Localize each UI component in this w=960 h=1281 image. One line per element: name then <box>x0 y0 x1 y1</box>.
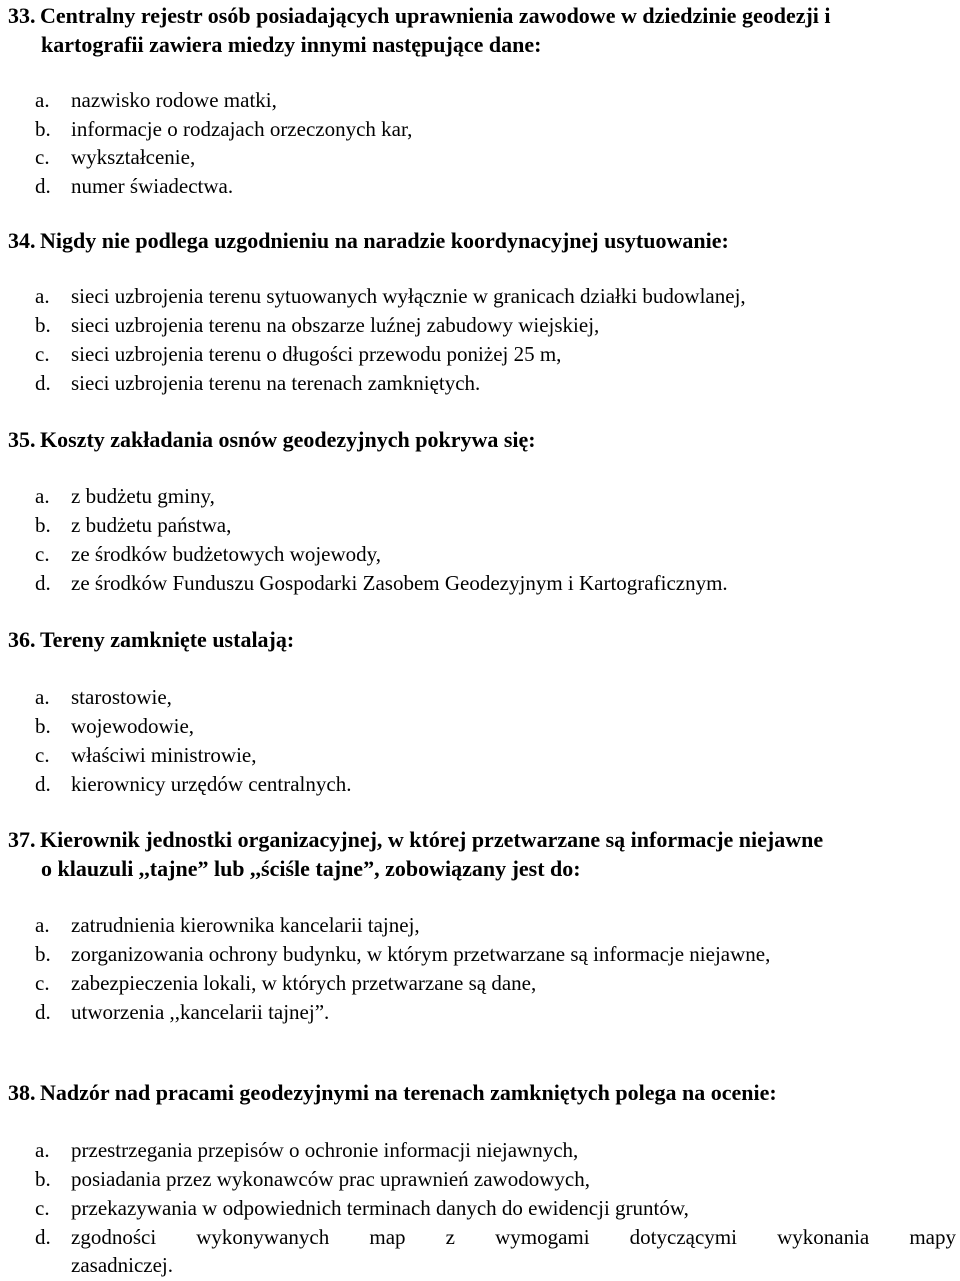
option-letter: a. <box>35 1138 50 1162</box>
option-text: sieci uzbrojenia terenu o długości przewodu poniżej 25 m, <box>71 342 562 366</box>
answer-option <box>35 340 956 368</box>
option-letter: b. <box>35 942 51 966</box>
option-text: starostowie, <box>71 685 172 709</box>
option-letter: d. <box>35 1225 51 1249</box>
option-text: zatrudnienia kierownika kancelarii tajnej, <box>71 913 420 937</box>
option-letter: a. <box>35 913 50 937</box>
option-text: z budżetu państwa, <box>71 513 232 537</box>
answer-option <box>35 712 956 740</box>
question-text-cont: o klauzuli ,,tajne” lub ,,ściśle tajne”, zobowiązany jest do: <box>41 856 581 881</box>
answer-option <box>35 569 956 597</box>
option-text: z budżetu gminy, <box>71 484 215 508</box>
question-number: 33. <box>8 3 36 28</box>
answer-option <box>35 1165 956 1193</box>
option-text: wykształcenie, <box>71 145 196 169</box>
option-letter: d. <box>35 174 51 198</box>
option-text: numer świadectwa. <box>71 174 234 198</box>
option-letter: c. <box>35 145 50 169</box>
answer-option <box>35 482 956 510</box>
answer-option <box>35 511 956 539</box>
answer-option <box>35 282 956 310</box>
question-text: Tereny zamknięte ustalają: <box>40 627 295 652</box>
answer-option <box>35 940 956 968</box>
question-text: Centralny rejestr osób posiadających uprawnienia zawodowe w dziedzinie geodezji i <box>40 3 831 28</box>
answer-option <box>35 998 956 1026</box>
answer-option <box>35 143 956 171</box>
option-text: sieci uzbrojenia terenu na terenach zamkniętych. <box>71 371 481 395</box>
option-letter: b. <box>35 714 51 738</box>
answer-option <box>35 770 956 798</box>
answer-option <box>35 540 956 568</box>
option-letter: b. <box>35 1167 51 1191</box>
option-letter: a. <box>35 284 50 308</box>
option-text: zgodności wykonywanych map z wymogami dotyczącymi wykonania mapy <box>71 1225 956 1249</box>
answer-option <box>35 86 956 114</box>
option-letter: c. <box>35 1196 50 1220</box>
option-letter: d. <box>35 1000 51 1024</box>
answer-option <box>35 1194 956 1222</box>
question-text: Kierownik jednostki organizacyjnej, w której przetwarzane są informacje niejawne <box>40 827 824 852</box>
answer-option <box>35 683 956 711</box>
question-text: Nigdy nie podlega uzgodnieniu na naradzie koordynacyjnej usytuowanie: <box>40 228 729 253</box>
option-text: przestrzegania przepisów o ochronie informacji niejawnych, <box>71 1138 579 1162</box>
question-number: 38. <box>8 1080 36 1105</box>
option-letter: d. <box>35 371 51 395</box>
answer-option <box>35 369 956 397</box>
question-number: 35. <box>8 427 36 452</box>
question-38 <box>8 1078 956 1107</box>
question-36 <box>8 625 956 654</box>
option-text: posiadania przez wykonawców prac uprawnień zawodowych, <box>71 1167 590 1191</box>
option-letter: c. <box>35 971 50 995</box>
answer-option <box>35 311 956 339</box>
option-text: właściwi ministrowie, <box>71 743 257 767</box>
answer-option-cont <box>35 1251 956 1279</box>
option-letter: b. <box>35 513 51 537</box>
option-letter: c. <box>35 542 50 566</box>
question-34 <box>8 226 956 255</box>
option-text: kierownicy urzędów centralnych. <box>71 772 352 796</box>
option-text: informacje o rodzajach orzeczonych kar, <box>71 117 413 141</box>
question-35 <box>8 425 956 454</box>
option-letter: a. <box>35 484 50 508</box>
answer-option <box>35 911 956 939</box>
answer-option <box>35 115 956 143</box>
option-letter: c. <box>35 342 50 366</box>
question-number: 36. <box>8 627 36 652</box>
option-text: wojewodowie, <box>71 714 195 738</box>
option-letter: a. <box>35 88 50 112</box>
answer-option <box>35 172 956 200</box>
answer-option <box>35 1223 956 1251</box>
option-text: zorganizowania ochrony budynku, w którym przetwarzane są informacje niejawne, <box>71 942 771 966</box>
option-text: sieci uzbrojenia terenu na obszarze luźnej zabudowy wiejskiej, <box>71 313 600 337</box>
question-33 <box>8 1 956 59</box>
option-text: nazwisko rodowe matki, <box>71 88 277 112</box>
question-text-cont: kartografii zawiera miedzy innymi następujące dane: <box>41 32 542 57</box>
option-letter: a. <box>35 685 50 709</box>
option-letter: d. <box>35 772 51 796</box>
option-letter: b. <box>35 117 51 141</box>
option-text: zabezpieczenia lokali, w których przetwarzane są dane, <box>71 971 537 995</box>
question-37 <box>8 825 956 883</box>
option-text: sieci uzbrojenia terenu sytuowanych wyłącznie w granicach działki budowlanej, <box>71 284 746 308</box>
question-text: Koszty zakładania osnów geodezyjnych pokrywa się: <box>40 427 536 452</box>
option-text: przekazywania w odpowiednich terminach danych do ewidencji gruntów, <box>71 1196 689 1220</box>
option-letter: d. <box>35 571 51 595</box>
option-text: ze środków budżetowych wojewody, <box>71 542 382 566</box>
option-text-cont: zasadniczej. <box>71 1253 174 1277</box>
question-number: 37. <box>8 827 36 852</box>
option-text: utworzenia ,,kancelarii tajnej”. <box>71 1000 330 1024</box>
answer-option <box>35 969 956 997</box>
option-letter: c. <box>35 743 50 767</box>
question-number: 34. <box>8 228 36 253</box>
option-letter: b. <box>35 313 51 337</box>
answer-option <box>35 741 956 769</box>
question-text: Nadzór nad pracami geodezyjnymi na terenach zamkniętych polega na ocenie: <box>40 1080 777 1105</box>
option-text: ze środków Funduszu Gospodarki Zasobem Geodezyjnym i Kartograficznym. <box>71 571 728 595</box>
answer-option <box>35 1136 956 1164</box>
